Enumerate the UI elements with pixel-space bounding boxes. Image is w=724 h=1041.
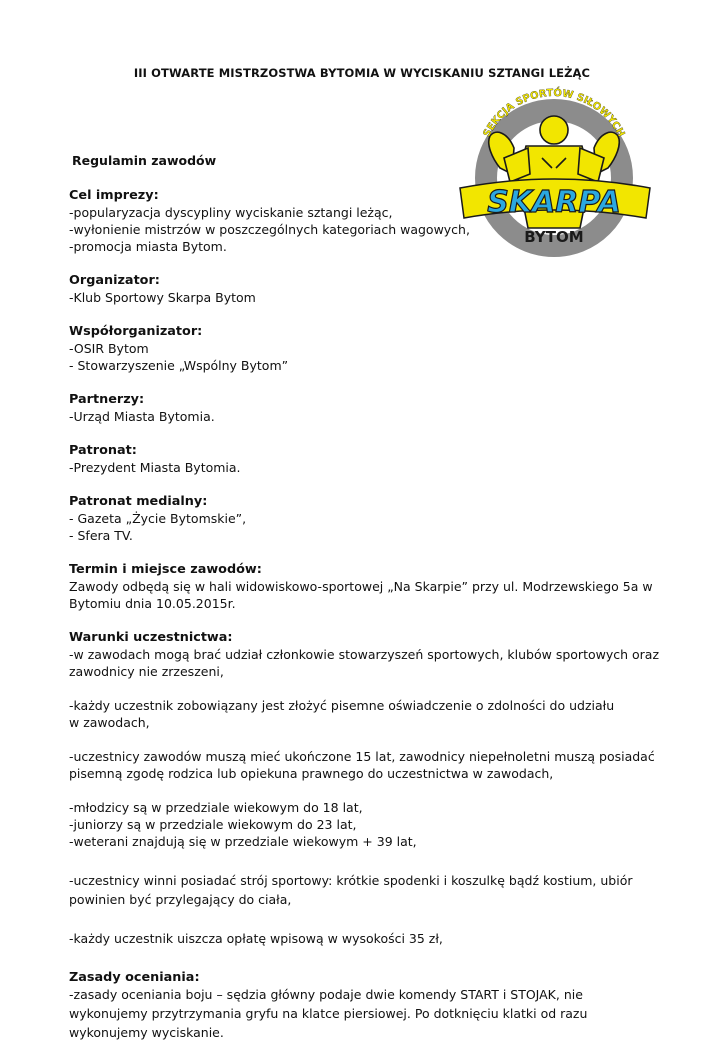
body-line: -juniorzy są w przedziale wiekowym do 23 lat,	[69, 817, 357, 832]
body-line: -uczestnicy zawodów muszą mieć ukończone 15 lat, zawodnicy niepełnoletni muszą posiadać	[69, 749, 655, 764]
section-heading: Cel imprezy:	[69, 188, 159, 203]
body-line: -uczestnicy winni posiadać strój sportowy: krótkie spodenki i koszulkę bądź kostium, ubiór	[69, 873, 633, 888]
section-patronat	[69, 442, 669, 476]
section-heading: Termin i miejsce zawodów:	[69, 562, 262, 577]
section-cel	[69, 187, 669, 255]
section-partnerzy	[69, 391, 669, 425]
document-body	[69, 187, 669, 1041]
body-line: - Gazeta „Życie Bytomskie”,	[69, 511, 247, 526]
section-heading: Współorganizator:	[69, 324, 203, 339]
body-line: wykonujemy przytrzymania gryfu na klatce piersiowej. Po dotknięciu klatki od razu	[69, 1006, 588, 1021]
body-line: -popularyzacja dyscypliny wyciskanie sztangi leżąc,	[69, 205, 393, 220]
document-subtitle: Regulamin zawodów	[72, 153, 217, 168]
body-line: -weterani znajdują się w przedziale wiekowym + 39 lat,	[69, 834, 417, 849]
body-line: - Sfera TV.	[69, 528, 133, 543]
section-patronat-medialny	[69, 493, 669, 544]
section-termin	[69, 561, 669, 612]
body-line: wykonujemy wyciskanie.	[69, 1025, 224, 1040]
body-line: w zawodach,	[69, 715, 150, 730]
body-line: Zawody odbędą się w hali widowiskowo-sportowej „Na Skarpie” przy ul. Modrzewskiego 5a w	[69, 579, 653, 594]
body-line: -wyłonienie mistrzów w poszczególnych kategoriach wagowych,	[69, 222, 470, 237]
body-line: - Stowarzyszenie „Wspólny Bytom”	[69, 358, 289, 373]
body-line: -promocja miasta Bytom.	[69, 239, 227, 254]
body-line: powinien być przylegający do ciała,	[69, 892, 292, 907]
body-line: -Klub Sportowy Skarpa Bytom	[69, 290, 256, 305]
document-title: III OTWARTE MISTRZOSTWA BYTOMIA W WYCISKANIU SZTANGI LEŻĄC	[133, 66, 591, 80]
section-heading: Patronat:	[69, 443, 137, 458]
body-line: -OSIR Bytom	[69, 341, 149, 356]
body-line: pisemną zgodę rodzica lub opiekuna prawnego do uczestnictwa w zawodach,	[69, 766, 554, 781]
logo-city-text: BYTOM	[524, 228, 584, 246]
body-line: -w zawodach mogą brać udział członkowie stowarzyszeń sportowych, klubów sportowych oraz	[69, 647, 660, 662]
section-heading: Warunki uczestnictwa:	[69, 630, 233, 645]
body-line: -Urząd Miasta Bytomia.	[69, 409, 215, 424]
body-line: -każdy uczestnik zobowiązany jest złożyć pisemne oświadczenie o zdolności do udziału	[69, 698, 615, 713]
body-line: -zasady oceniania boju – sędzia główny podaje dwie komendy START i STOJAK, nie	[69, 987, 583, 1002]
body-line: zawodnicy nie zrzeszeni,	[69, 664, 224, 679]
section-warunki	[69, 629, 669, 947]
body-line: -Prezydent Miasta Bytomia.	[69, 460, 241, 475]
body-line: -każdy uczestnik uiszcza opłatę wpisową w wysokości 35 zł,	[69, 931, 443, 946]
section-heading: Partnerzy:	[69, 392, 145, 407]
section-heading: Organizator:	[69, 273, 160, 288]
body-line: Bytomiu dnia 10.05.2015r.	[69, 596, 236, 611]
section-wspolorganizator	[69, 323, 669, 374]
section-heading: Zasady oceniania:	[69, 970, 200, 985]
section-zasady	[69, 969, 669, 1041]
section-organizator	[69, 272, 669, 306]
section-heading: Patronat medialny:	[69, 494, 208, 509]
logo-arc-text: SEKCJA SPORTÓW SIŁOWYCH	[481, 87, 627, 139]
logo-brand-text: SKARPA	[487, 185, 621, 220]
body-line: -młodzicy są w przedziale wiekowym do 18 lat,	[69, 800, 363, 815]
